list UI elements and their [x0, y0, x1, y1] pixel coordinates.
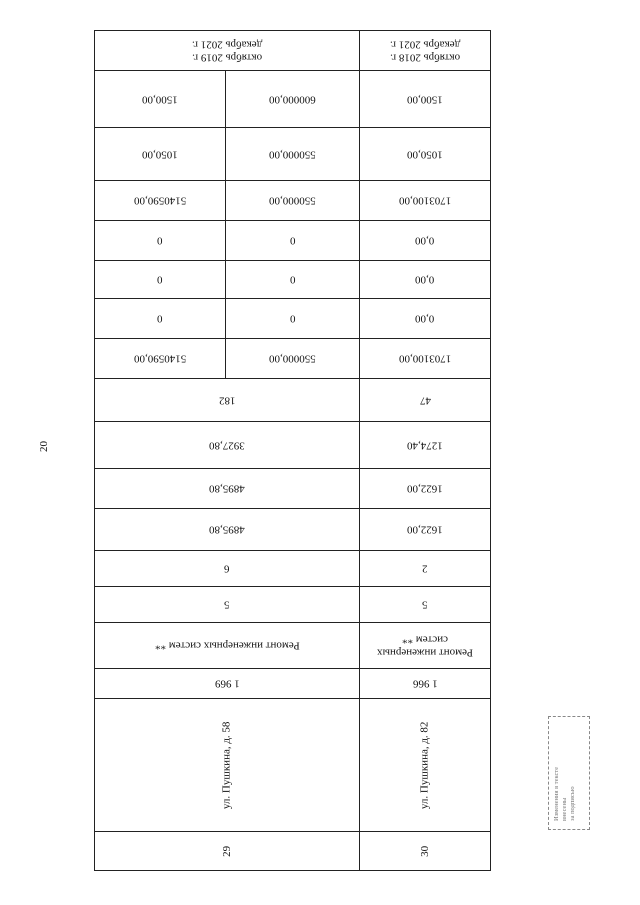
cell-value: 5 — [224, 598, 230, 611]
table-cell — [360, 181, 491, 221]
table-cell — [95, 339, 226, 379]
cell-value: 1622,00 — [407, 523, 443, 536]
period-a: октябрь 2018 г. декабрь 2021 г. — [389, 38, 461, 64]
table-row — [95, 181, 491, 221]
table-row — [95, 261, 491, 299]
table-cell — [226, 339, 360, 379]
table-cell — [360, 221, 491, 261]
table-cell — [226, 128, 360, 181]
cell-value: 1500,00 — [142, 93, 178, 106]
table-cell — [95, 551, 360, 587]
table-cell — [360, 669, 491, 699]
cell-value: 0,00 — [415, 234, 435, 247]
table-row — [95, 551, 491, 587]
table-cell — [95, 221, 226, 261]
cell-value: 1 966 — [412, 677, 438, 690]
table-cell — [226, 221, 360, 261]
cell-value: 0,00 — [415, 273, 435, 286]
table-cell — [95, 509, 360, 551]
cell-value: 0 — [289, 273, 296, 286]
table-row — [95, 128, 491, 181]
table-cell — [95, 623, 360, 669]
cell-value: 0,00 — [415, 312, 435, 325]
data-table — [94, 30, 491, 871]
table-cell — [360, 469, 491, 509]
work-type: Ремонт инженерных систем ** — [154, 639, 300, 652]
cell-value: 1050,00 — [407, 148, 443, 161]
table-cell — [95, 699, 360, 832]
table-row — [95, 422, 491, 469]
table-row — [95, 832, 491, 871]
work-type: Ремонт инженерных систем ** — [377, 633, 473, 659]
cell-value: 6 — [224, 562, 230, 575]
cell-value: 550000,00 — [269, 148, 316, 161]
table-cell — [360, 261, 491, 299]
table-cell — [360, 832, 491, 871]
table-cell — [360, 31, 491, 71]
approval-stamp — [548, 716, 590, 830]
table-cell — [95, 31, 360, 71]
table-cell — [360, 551, 491, 587]
table-cell — [95, 587, 360, 623]
stamp-text — [553, 767, 577, 821]
cell-value: 5 — [422, 598, 428, 611]
table-cell — [226, 71, 360, 128]
table-cell — [95, 128, 226, 181]
table-cell — [360, 587, 491, 623]
cell-value: 0 — [157, 273, 163, 286]
table-row — [95, 221, 491, 261]
period-b: октябрь 2019 г. декабрь 2021 г. — [191, 38, 263, 64]
table-row — [95, 669, 491, 699]
table-cell — [95, 422, 360, 469]
cell-value: 4895,80 — [209, 482, 245, 495]
table-cell — [360, 422, 491, 469]
table-row — [95, 509, 491, 551]
table-cell — [95, 379, 360, 422]
table-cell — [95, 469, 360, 509]
cell-value: 550000,00 — [269, 352, 316, 365]
table-row — [95, 623, 491, 669]
table-cell — [226, 261, 360, 299]
cell-value: 5140590,00 — [133, 194, 187, 207]
cell-value: 550000,00 — [269, 194, 316, 207]
table-cell — [360, 128, 491, 181]
table-cell — [360, 299, 491, 339]
cell-value: 1274,40 — [407, 439, 443, 452]
cell-value: 47 — [419, 394, 431, 407]
table-row — [95, 339, 491, 379]
table-cell — [226, 181, 360, 221]
cell-value: 3927,80 — [209, 439, 245, 452]
cell-value: 1 969 — [214, 677, 240, 690]
table-row — [95, 699, 491, 832]
table-cell — [360, 509, 491, 551]
table-row — [95, 31, 491, 71]
cell-value: 4895,80 — [209, 523, 245, 536]
cell-value: 600000,00 — [269, 93, 316, 106]
page-number: 20 — [38, 441, 50, 452]
table-cell — [95, 71, 226, 128]
table-cell — [95, 299, 226, 339]
cell-value: 1703100,00 — [398, 352, 452, 365]
row-number: 29 — [220, 845, 233, 857]
cell-value: 0 — [157, 312, 163, 325]
table-cell — [360, 379, 491, 422]
stamp-line: за подписью — [569, 786, 577, 821]
cell-value: 0 — [289, 312, 296, 325]
cell-value: 182 — [218, 394, 236, 407]
table-cell — [95, 261, 226, 299]
stamp-line: Изменения в тексте — [553, 766, 560, 821]
cell-value: 0 — [289, 234, 296, 247]
table-row — [95, 299, 491, 339]
table-cell — [95, 181, 226, 221]
cell-value: 5140590,00 — [133, 352, 187, 365]
table-row — [95, 587, 491, 623]
table-row — [95, 469, 491, 509]
address: ул. Пушкина, д. 58 — [220, 721, 233, 809]
table-cell — [226, 299, 360, 339]
table-cell — [360, 71, 491, 128]
row-number: 30 — [418, 845, 431, 857]
table-row — [95, 71, 491, 128]
table-row — [95, 379, 491, 422]
table-cell — [360, 623, 491, 669]
cell-value: 1703100,00 — [398, 194, 452, 207]
address: ул. Пушкина, д. 82 — [418, 721, 431, 809]
table-cell — [360, 339, 491, 379]
table-cell — [360, 699, 491, 832]
cell-value: 0 — [157, 234, 163, 247]
table-cell — [95, 832, 360, 871]
cell-value: 1622,00 — [407, 482, 443, 495]
cell-value: 1050,00 — [142, 148, 178, 161]
cell-value: 1500,00 — [407, 93, 443, 106]
stamp-line: внесены — [561, 797, 569, 821]
cell-value: 2 — [422, 562, 428, 575]
table-cell — [95, 669, 360, 699]
